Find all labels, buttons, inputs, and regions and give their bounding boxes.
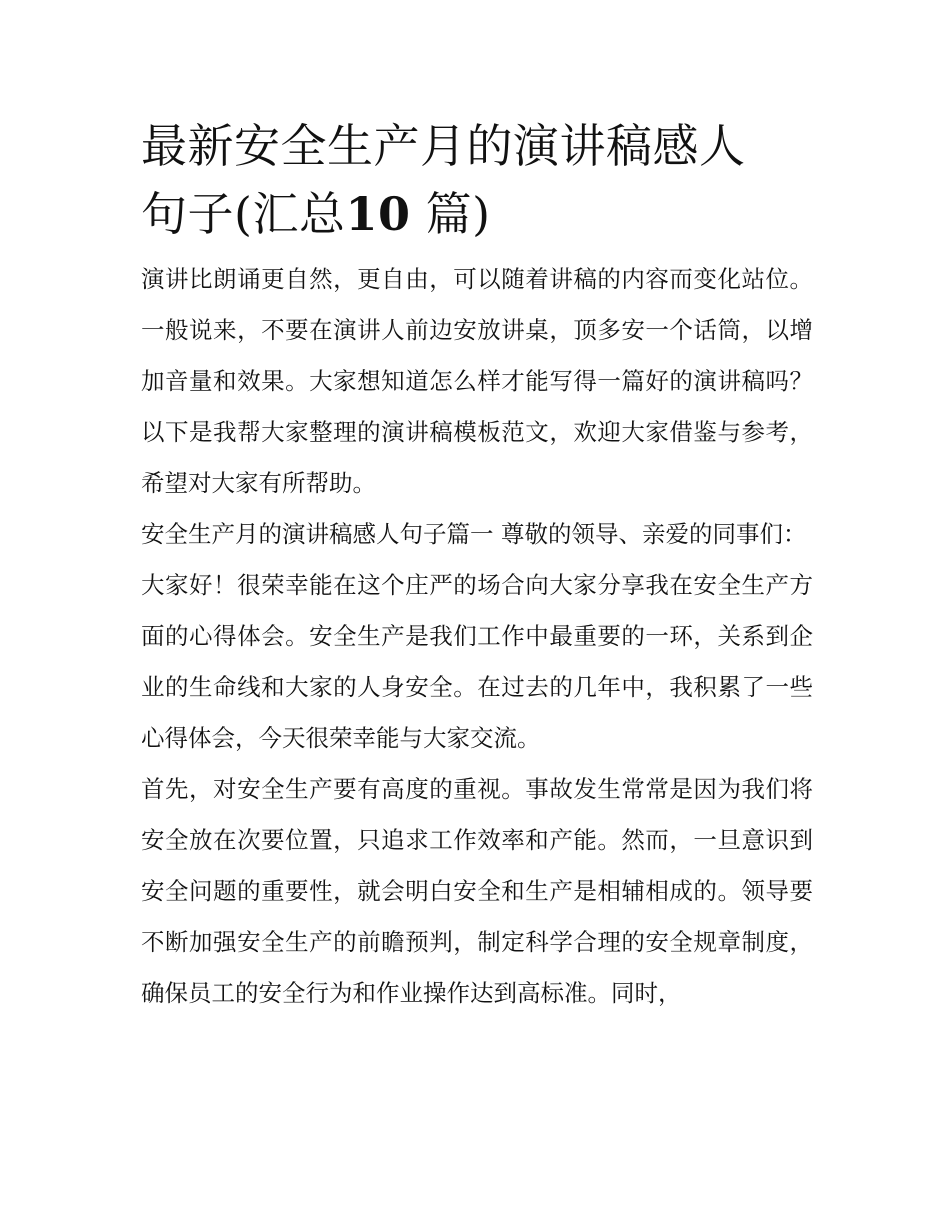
title-number: 10 (345, 187, 411, 241)
title-line-2-prefix: 句子(汇总 (141, 187, 346, 241)
paragraph-section-heading: 安全生产月的演讲稿感人句子篇一 尊敬的领导、亲爱的同事们： (141, 520, 807, 548)
paragraph-intro: 演讲比朗诵更自然，更自由，可以随着讲稿的内容而变化站位。一般说来，不要在演讲人前边安放讲桌，顶多安一个话筒，以增加音量和效果。大家想知道怎么样才能写得一篇好的演讲稿吗？以下是我帮大家整理的演讲稿模板范文，欢迎大家借鉴与参考，希望对大家有所帮助。 (141, 265, 813, 497)
paragraph-greeting: 大家好！很荣幸能在这个庄严的场合向大家分享我在安全生产方面的心得体会。安全生产是我们工作中最重要的一环，关系到企业的生命线和大家的人身安全。在过去的几年中，我积累了一些心得体会，今天很荣幸能与大家交流。 (141, 571, 813, 752)
document-title (141, 112, 821, 248)
paragraph-first-point: 首先，对安全生产要有高度的重视。事故发生常常是因为我们将安全放在次要位置，只追求工作效率和产能。然而，一旦意识到安全问题的重要性，就会明白安全和生产是相辅相成的。领导要不断加强安全生产的前瞻预判，制定科学合理的安全规章制度，确保员工的安全行为和作业操作达到高标准。同时， (141, 775, 813, 1007)
title-line-1: 最新安全生产月的演讲稿感人 (141, 119, 746, 173)
title-line-2-suffix: 篇) (425, 187, 491, 241)
document-body (141, 112, 821, 1019)
